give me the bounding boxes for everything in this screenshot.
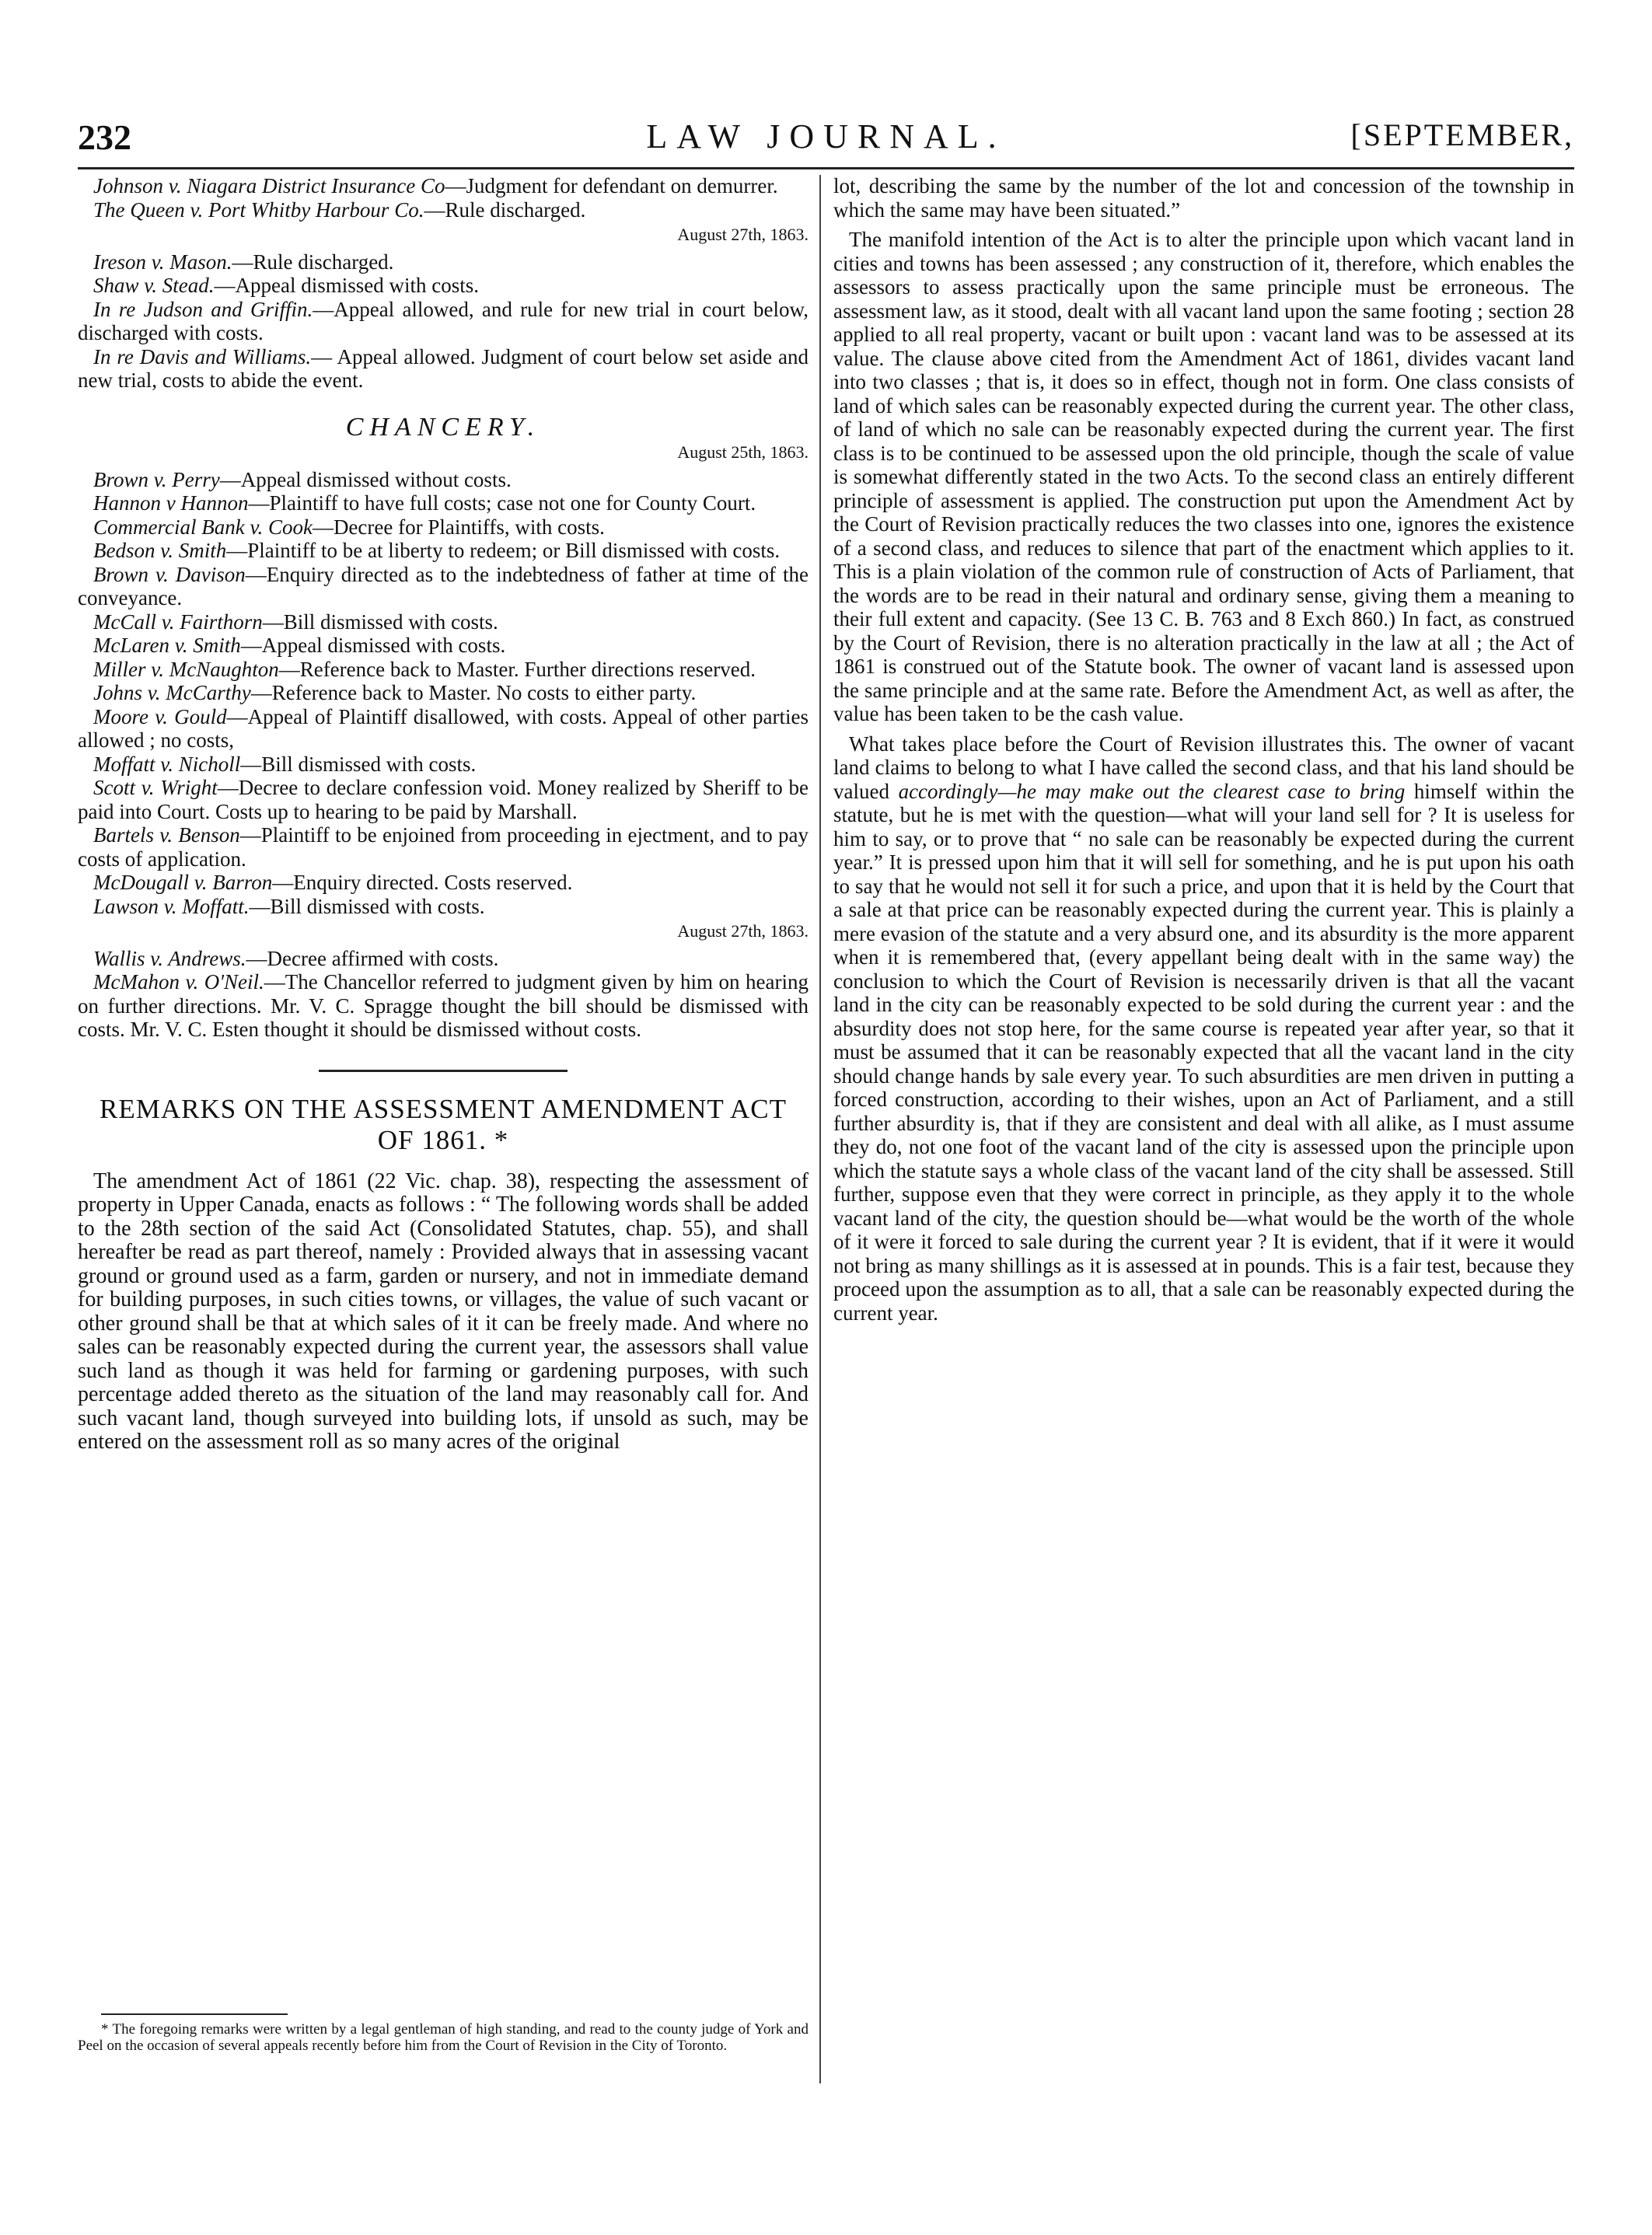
case-entry: [78, 823, 809, 871]
emphasis-text: accordingly—he may make out the clearest case to bring: [898, 779, 1406, 803]
case-ruling: —The Chancellor referred to judgment given by him on hearing on further directions. Mr. V. C. Spragge thought the bill should be dismissed with costs. Mr. V. C. Esten thought it should be dismissed without costs.: [78, 970, 809, 1041]
case-ruling: —Bill dismissed with costs.: [240, 752, 477, 776]
case-entry: [78, 174, 809, 198]
case-entry: [78, 681, 809, 705]
case-list-aug27: [78, 250, 809, 393]
case-name: Ireson v. Mason.: [93, 250, 232, 274]
case-name: Moffatt v. Nicholl: [93, 752, 241, 776]
case-name: Bartels v. Benson: [93, 823, 240, 847]
case-entry: [78, 274, 809, 298]
case-entry: [78, 345, 809, 393]
case-entry: [78, 895, 809, 919]
article-title-line-2: OF 1861. *: [377, 1124, 509, 1155]
case-entry: [78, 563, 809, 610]
case-ruling: —Appeal dismissed without costs.: [219, 467, 512, 491]
case-entry: [78, 871, 809, 895]
case-name: In re Judson and Griffin.: [93, 297, 313, 321]
case-name: Brown v. Davison: [93, 562, 246, 586]
case-name: Shaw v. Stead.: [93, 274, 215, 297]
case-name: Scott v. Wright: [93, 776, 218, 799]
running-header: [78, 117, 1574, 163]
case-entry: [78, 491, 809, 515]
case-ruling: —Reference back to Master. Further directions reserved.: [278, 657, 756, 681]
case-ruling: —Bill dismissed with costs.: [249, 894, 485, 918]
case-name: Johnson v. Niagara District Insurance Co: [93, 174, 445, 197]
case-list-chancery: [78, 468, 809, 919]
case-ruling: —Appeal dismissed with costs.: [214, 274, 479, 297]
case-entry: [78, 198, 809, 222]
case-entry: [78, 468, 809, 492]
case-ruling: —Decree affirmed with costs.: [246, 946, 499, 970]
article-paragraph: The amendment Act of 1861 (22 Vic. chap. 38), respecting the assessment of property in Upper Canada, enacts as follows : “ The following words shall be added to the 28th section of the said Act (Consolidated Statutes, chap. 55), and shall hereafter be read as part thereof, namely : Provided always that in assessing vacant ground or ground used as a farm, garden or nursery, and not in immediate demand for building purposes, in such cities towns, or villages, the value of such vacant or other ground shall be that at which sales of it it can be freely made. And where no sales can be reasonably expected during the current year, the assessors shall value such land as though it was held for farming or gardening purposes, with such percentage added thereto as the situation of the land may reasonably call for. And such vacant land, though surveyed into building lots, if unsold as such, may be entered on the assessment roll as so many acres of the original: [78, 1168, 809, 1454]
case-name: The Queen v. Port Whitby Harbour Co.: [93, 197, 424, 222]
article-title-line-1: REMARKS ON THE ASSESSMENT AMENDMENT ACT: [99, 1093, 787, 1124]
case-ruling: —Reference back to Master. No costs to either party.: [250, 681, 697, 704]
article-title: [78, 1094, 809, 1156]
case-ruling: —Plaintiff to be at liberty to redeem; or Bill dismissed with costs.: [226, 539, 781, 562]
paragraph-text: himself within the statute, but he is met with the question—what will your land sell for ? It is useless for him to say, or to prove that “ no sale can be reasonably be expected during the current year.” It is pressed upon him that it will sell for something, and he is put upon his oath to say that he would not sell it for such a price, and upon that it is held by the Court that a sale at that price can be reasonably expected during the current year. This is plainly a mere evasion of the statute and a very absurd one, and its absurdity is the more apparent when it is remembered that, (every appellant being dealt with in the same way) the conclusion to which the Court of Revision is necessarily driven is that all the vacant land in the city can be reasonably expected to be sold during the current year : and the absurdity does not stop here, for the same course is repeated year after year, so that it must be assumed that it can be reasonably expected that all the vacant land in the city should change hands by sale every year. To such absurdities are men driven in putting a forced construction, according to their wishes, upon an Act of Parliament, and a still further absurdity is, that if they are consistent and deal with all alike, as I must assume they do, not one foot of the vacant land of the city is assessed upon the principle upon which the statute says a whole class of the vacant land of the city shall be assessed. Still further, suppose even that they were correct in principle, as they apply it to the whole vacant land of the city, the question should be—what would be the worth of the whole of it were it forced to sale during the current year ? It is evident, that if it were it would not bring as many shillings as it is assessed at in pounds. This is a fair test, because they proceed upon the assumption as to all, that a sale can be reasonably expected during the current year.: [833, 779, 1574, 1325]
case-ruling: —Decree to declare confession void. Money realized by Sheriff to be paid into Court. Costs up to hearing to be paid by Marshall.: [78, 776, 809, 823]
column-divider: [819, 175, 821, 2083]
case-name: Commercial Bank v. Cook: [93, 515, 313, 539]
case-entry: [78, 776, 809, 823]
case-ruling: —Enquiry directed. Costs reserved.: [272, 871, 573, 894]
case-name: Bedson v. Smith: [93, 539, 227, 562]
article-paragraph: The manifold intention of the Act is to alter the principle upon which vacant land in cities and towns has been assessed ; any construction of it, therefore, which enables the assessors to assess practically upon the same principle must be erroneous. The assessment law, as it stood, dealt with all vacant land upon the same footing ; section 28 applied to all real property, vacant or built upon : vacant land was to be assessed at its value. The clause above cited from the Amendment Act of 1861, divides vacant land into two classes ; that is, it does so in effect, though not in form. One class consists of land of which sales can be reasonably expected during the current year. The other class, of land of which no sale can be reasonably expected during the current year. The first class is to be continued to be assessed upon the old principle, though the scale of value is somewhat differently stated in the two Acts. To the second class an entirely different principle of assessment is applied. The construction put upon the Amendment Act by the Court of Revision practically reduces the two classes into one, ignores the existence of a second class, and reduces to silence that part of the enactment which applies to it. This is a plain violation of the common rule of construction of Acts of Parliament, that the words are to be read in their natural and ordinary sense, giving them a meaning to their full extent and capacity. (See 13 C. B. 763 and 8 Exch 860.) In fact, as construed by the Court of Revision, there is no alteration practically in the law at all ; the Act of 1861 is construed out of the Statute book. The owner of vacant land is assessed upon the same principle and at the same rate. Before the Amendment Act, as well as after, the value has been taken to be the cash value.: [833, 228, 1574, 725]
case-name: In re Davis and Williams.: [93, 344, 312, 368]
header-month: [SEPTEMBER,: [1350, 117, 1574, 152]
right-column: [833, 174, 1574, 1325]
case-entry: [78, 515, 809, 540]
case-name: Lawson v. Moffatt.: [93, 894, 250, 918]
case-ruling: —Judgment for defendant on demurrer.: [445, 174, 778, 197]
case-entry: [78, 539, 809, 563]
case-entry: [78, 705, 809, 753]
case-list-top: [78, 174, 809, 222]
case-list-aug27b: [78, 947, 809, 1042]
case-ruling: —Enquiry directed as to the indebtedness of father at time of the conveyance.: [78, 562, 809, 609]
case-entry: [78, 658, 809, 682]
case-entry: [78, 753, 809, 777]
case-entry: [78, 250, 809, 274]
case-name: McMahon v. O'Neil.: [93, 970, 264, 994]
case-ruling: —Appeal allowed, and rule for new trial in court below, discharged with costs.: [78, 297, 809, 344]
case-name: McDougall v. Barron: [93, 871, 273, 894]
case-entry: [78, 610, 809, 634]
case-name: Hannon v Hannon: [93, 491, 249, 515]
case-ruling: —Bill dismissed with costs.: [262, 609, 498, 634]
case-entry: [78, 634, 809, 658]
case-entry: [78, 947, 809, 971]
case-entry: [78, 298, 809, 345]
case-name: Miller v. McNaughton: [93, 657, 279, 681]
footnote: * The foregoing remarks were written by a legal gentleman of high standing, and read to the county judge of York and Peel on the occasion of several appeals recently before him from the Court of Revision in the City of Toronto.: [78, 2021, 809, 2054]
date-line: August 25th, 1863.: [677, 442, 809, 462]
case-name: Moore v. Gould: [93, 704, 227, 728]
page-number: 232: [78, 117, 131, 157]
case-ruling: —Appeal of Plaintiff disallowed, with costs. Appeal of other parties allowed ; no costs,: [78, 704, 809, 752]
case-ruling: —Rule discharged.: [424, 197, 586, 222]
case-name: Wallis v. Andrews.: [93, 946, 246, 970]
article-paragraph: [833, 732, 1574, 1325]
left-column: [78, 174, 809, 1454]
case-name: Johns v. McCarthy: [93, 681, 251, 704]
chancery-heading: CHANCERY.: [345, 412, 541, 442]
date-line: August 27th, 1863.: [677, 225, 809, 244]
case-name: McCall v. Fairthorn: [93, 609, 263, 634]
case-ruling: —Plaintiff to be enjoined from proceeding in ejectment, and to pay costs of application.: [78, 823, 809, 871]
section-rule: [319, 1070, 568, 1072]
case-name: McLaren v. Smith: [93, 634, 241, 657]
case-name: Brown v. Perry: [93, 467, 220, 491]
header-rule: [78, 167, 1574, 169]
journal-title: LAW JOURNAL.: [646, 117, 1006, 155]
case-ruling: —Rule discharged.: [232, 250, 394, 274]
case-entry: [78, 970, 809, 1042]
paragraph-text: What takes place before the Court of Revision illustrates this. The owner of vacant land claims to belong to what I have called the second class, and that his land should be valued: [833, 732, 1574, 803]
case-ruling: — Appeal allowed. Judgment of court below set aside and new trial, costs to abide the event.: [78, 344, 809, 392]
footnote-rule: [101, 2013, 288, 2015]
date-line: August 27th, 1863.: [677, 921, 809, 941]
case-ruling: —Decree for Plaintiffs, with costs.: [312, 515, 605, 539]
article-paragraph: lot, describing the same by the number of the lot and concession of the township in which the same may have been situated.”: [833, 174, 1574, 222]
case-ruling: —Appeal dismissed with costs.: [240, 634, 506, 657]
case-ruling: —Plaintiff to have full costs; case not one for County Court.: [248, 491, 756, 515]
